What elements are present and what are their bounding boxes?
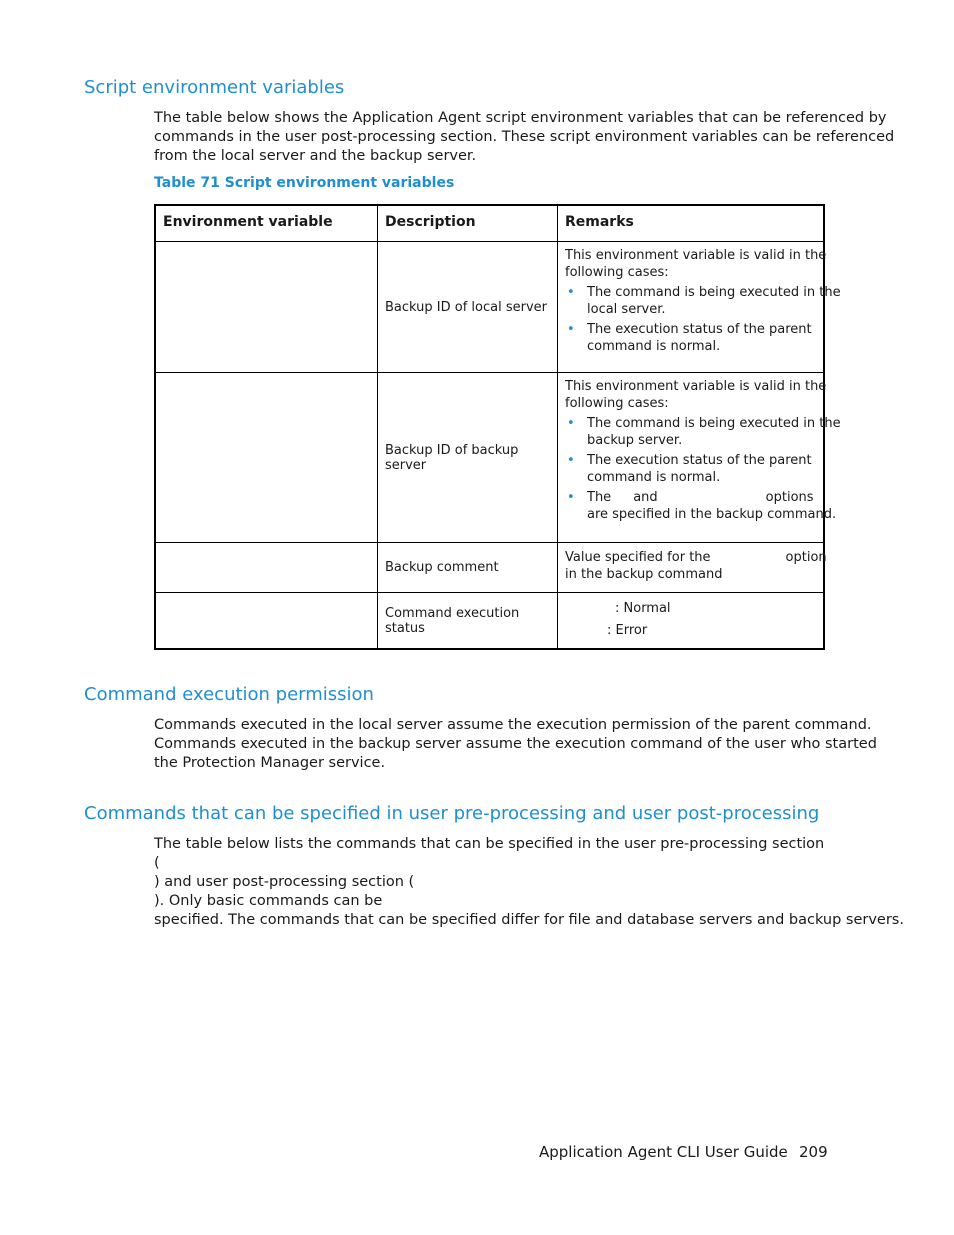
header-description: Description [378,206,558,241]
section-heading-script-env: Script environment variables [84,77,345,98]
env-variable-cell [156,593,378,648]
description-cell: Command execution status [378,593,558,648]
env-variable-cell [156,373,378,542]
bullet-icon: • [567,453,575,468]
paragraph-line: specified. The commands that can be specified differ for file and database servers and backup servers. [154,912,904,928]
remarks-cell: Value specified for the option in the backup command [565,550,827,582]
remarks-cell [558,373,841,542]
remarks-text: following cases: [565,265,669,280]
paragraph-line: The table below lists the commands that can be specified in the user pre-processing section [154,836,825,852]
status-normal: : Normal [615,601,671,616]
description-cell: Backup ID of local server [378,242,558,372]
remarks-text: This environment variable is valid in the [565,379,827,394]
table-row [156,593,823,648]
paragraph-line: from the local server and the backup server. [154,148,477,164]
section-heading-commands: Commands that can be specified in user pre-processing and user post-processing [84,803,820,824]
page-number: 209 [799,1143,828,1161]
bullet-icon: • [567,322,575,337]
bullet-item: • The command is being executed in the backup server. [567,416,841,448]
remarks-text: This environment variable is valid in the [565,248,827,263]
header-remarks: Remarks [565,214,634,230]
paragraph-line: the Protection Manager service. [154,755,386,771]
table-row [156,543,827,593]
env-variables-table [154,204,841,650]
description-cell: Backup comment [378,543,558,592]
bullet-icon: • [567,285,575,300]
table-caption: Table 71 Script environment variables [154,175,455,191]
paragraph-line: commands in the user post-processing section. These script environment variables can be referenced [154,129,895,145]
remarks-cell [558,242,841,372]
remarks-text: in the backup command [565,567,723,582]
remarks-text: following cases: [565,396,669,411]
description-cell: Backup ID of backup server [378,373,558,542]
commands-paragraph [154,835,904,930]
bullet-item: • The execution status of the parent command is normal. [567,322,812,354]
header-environment-variable: Environment variable [156,206,378,241]
table-row [156,373,841,543]
footer-guide-title: Application Agent CLI User Guide [539,1143,788,1161]
bullet-icon: • [567,416,575,431]
bullet-item: • The execution status of the parent command is normal. [567,453,812,485]
bullet-item: • The command is being executed in the local server. [567,285,841,317]
paragraph-line: Commands executed in the local server assume the execution permission of the parent command. [154,717,872,733]
env-variable-cell [156,543,378,592]
remarks-cell [558,593,823,648]
table-row [156,242,841,373]
bullet-item: • The and options are specified in the backup command. [567,490,837,522]
status-error: : Error [607,623,648,638]
paragraph-line: The table below shows the Application Agent script environment variables that can be referenced by [154,110,887,126]
bullet-icon: • [567,490,575,505]
paragraph-line: ( ) and user post-processing section ( ). Only basic commands can be [154,855,415,909]
paragraph-line: Commands executed in the backup server assume the execution command of the user who started [154,736,877,752]
table-header-row [156,206,823,242]
section-intro-paragraph [154,109,894,166]
section-heading-permission: Command execution permission [84,684,374,705]
permission-paragraph [154,716,877,773]
env-variable-cell [156,242,378,372]
